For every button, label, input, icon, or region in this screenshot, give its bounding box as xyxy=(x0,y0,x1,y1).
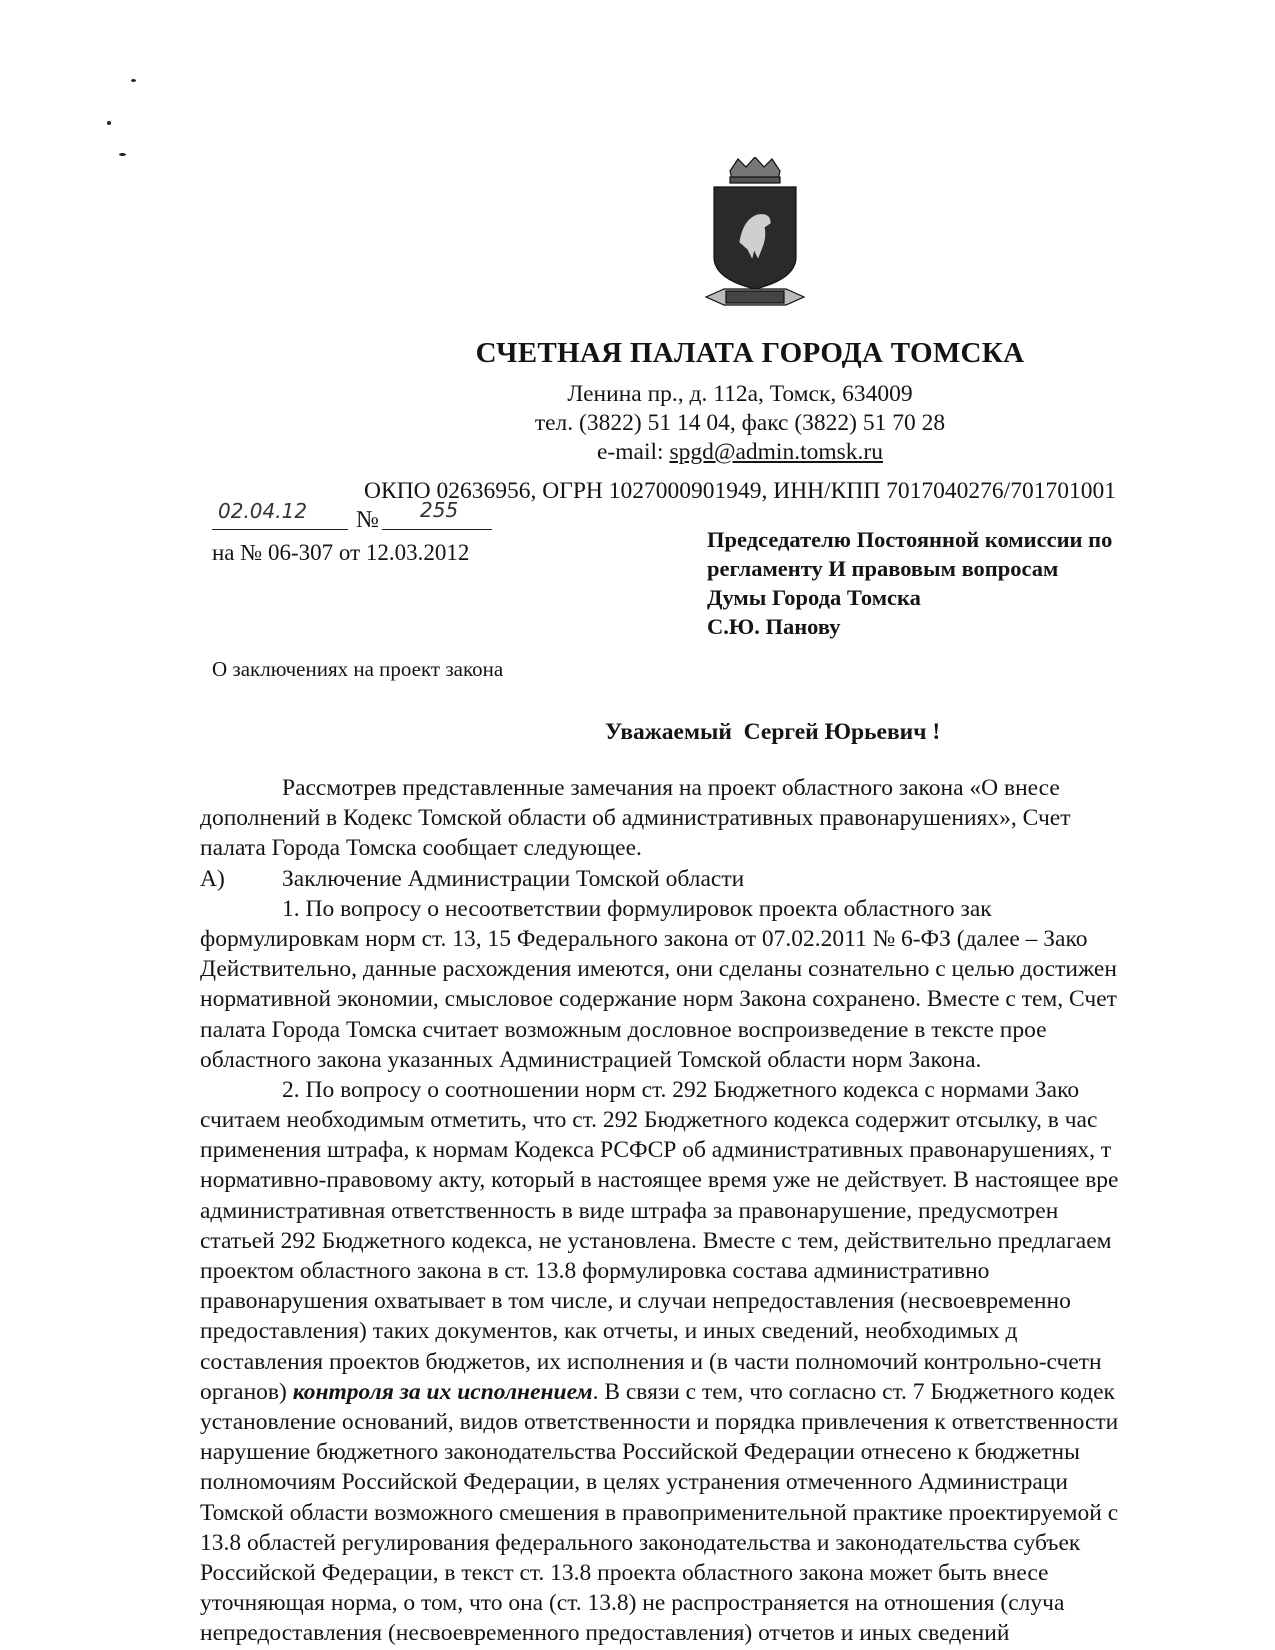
addressee-block xyxy=(707,525,1227,641)
body-line: областного закона указанных Администрацией Томской области норм Закона. xyxy=(200,1046,982,1073)
section-title: Заключение Администрации Томской области xyxy=(282,865,745,892)
body-line: применения штрафа, к нормам Кодекса РСФСР об административных правонарушениях, т xyxy=(200,1137,1112,1164)
body-line: формулировкам норм ст. 13, 15 Федерального закона от 07.02.2011 № 6-ФЗ (далее – Зако xyxy=(200,925,1088,952)
number-sign: № xyxy=(356,507,379,533)
number-underline xyxy=(382,529,492,530)
body-line: составления проектов бюджетов, их исполнения и (в части полномочий контрольно-счетн xyxy=(200,1348,1102,1375)
handwritten-date: 02.04.12 xyxy=(218,499,308,523)
email-label: e-mail: xyxy=(597,439,670,465)
body-line: проектом областного закона в ст. 13.8 формулировка состава административно xyxy=(200,1258,990,1284)
org-address: Ленина пр., д. 112а, Томск, 634009 xyxy=(567,381,913,407)
body-line xyxy=(200,773,1275,803)
addressee-line: С.Ю. Панову xyxy=(707,614,841,639)
date-underline xyxy=(212,529,348,530)
body-line: правонарушения охватывает в том числе, и случаи непредоставления (несвоевременно xyxy=(200,1288,1071,1315)
addressee-line: Председателю Постоянной комиссии по xyxy=(707,527,1113,552)
org-registration-codes: ОКПО 02636956, ОГРН 1027000901949, ИНН/КПП 7017040276/701701001 xyxy=(364,478,1116,504)
scan-speck xyxy=(107,121,111,125)
addressee-line: регламенту И правовым вопросам xyxy=(707,556,1059,581)
body-line: Действительно, данные расхождения имеются, они сделаны сознательно с целью достижен xyxy=(200,956,1117,983)
scan-speck xyxy=(119,153,126,156)
handwritten-number: 255 xyxy=(420,498,459,522)
letter-subject: О заключениях на проект закона xyxy=(212,657,504,681)
body-line: нормативно-правовому акту, который в настоящее время уже не действует. В настоящее вре xyxy=(200,1167,1119,1194)
addressee-line: Думы Города Томска xyxy=(707,585,921,610)
body-line: нормативной экономии, смысловое содержание норм Закона сохранено. Вместе с тем, Счет xyxy=(200,986,1117,1013)
section-heading xyxy=(200,864,1275,894)
body-line: считаем необходимым отметить, что ст. 292 Бюджетного кодекса содержит отсылку, в час xyxy=(200,1107,1098,1134)
email-link[interactable]: spgd@admin.tomsk.ru xyxy=(669,439,883,465)
body-line: палата Города Томска считает возможным дословное воспроизведение в тексте прое xyxy=(200,1016,1047,1043)
org-phone-fax: тел. (3822) 51 14 04, факс (3822) 51 70 28 xyxy=(534,410,946,436)
body-line: предоставления) таких документов, как отчеты, и иных сведений, необходимых д xyxy=(200,1318,1018,1345)
body-line: 1. По вопросу о несоответствии формулировок проекта областного зак xyxy=(282,895,992,922)
body-line: дополнений в Кодекс Томской области об административных правонарушениях», Счет xyxy=(200,805,1071,832)
body-line: полномочиям Российской Федерации, в целях устранения отмеченного Администраци xyxy=(200,1469,1069,1496)
body-line: Российской Федерации, в текст ст. 13.8 проекта областного закона может быть внесе xyxy=(200,1559,1049,1586)
section-marker: А) xyxy=(200,865,225,892)
reference-number: на № 06-307 от 12.03.2012 xyxy=(212,540,470,565)
body-line: уточняющая норма, о том, что она (ст. 13.8) не распространяется на отношения (случа xyxy=(200,1590,1065,1617)
coat-of-arms-emblem xyxy=(700,157,810,312)
body-line-with-emphasis: органов) контроля за их исполнением. В связи с тем, что согласно ст. 7 Бюджетного кодек xyxy=(200,1378,1115,1405)
body-line: статьей 292 Бюджетного кодекса, не установлена. Вместе с тем, действительно предлагаем xyxy=(200,1227,1112,1254)
letter-body xyxy=(200,773,1275,1648)
org-email-line xyxy=(290,439,1190,466)
body-line-text: Рассмотрев представленные замечания на проект областного закона «О внесе xyxy=(282,775,1060,801)
body-line: 2. По вопросу о соотношении норм ст. 292 Бюджетного кодекса с нормами Зако xyxy=(282,1076,1080,1103)
body-line: административная ответственность в виде штрафа за правонарушение, предусмотрен xyxy=(200,1197,1059,1224)
emphasized-phrase: контроля за их исполнением xyxy=(292,1378,593,1405)
salutation: Уважаемый Сергей Юрьевич ! xyxy=(605,719,941,745)
scan-speck xyxy=(131,79,136,82)
body-line: 13.8 областей регулирования федерального законодательства и законодательства субъек xyxy=(200,1529,1081,1556)
organization-name: СЧЕТНАЯ ПАЛАТА ГОРОДА ТОМСКА xyxy=(475,337,1025,369)
body-line: непредоставления (несвоевременного предоставления) отчетов и иных сведений xyxy=(200,1620,1010,1647)
body-line: установление оснований, видов ответственности и порядка привлечения к ответственности xyxy=(200,1408,1119,1435)
body-line: Томской области возможного смешения в правоприменительной практике проектируемой с xyxy=(200,1499,1119,1526)
body-line: палата Города Томска сообщает следующее. xyxy=(200,835,642,862)
body-line: нарушение бюджетного законодательства Российской Федерации отнесено к бюджетны xyxy=(200,1439,1080,1466)
